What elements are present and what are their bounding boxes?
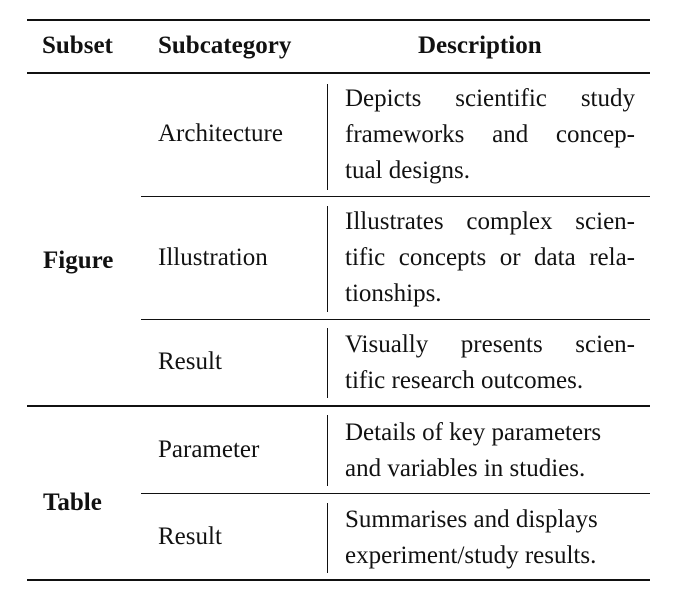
subcategory-cell: Result: [158, 523, 222, 550]
description-line: experiment/study results.: [345, 542, 597, 569]
column-separator: [327, 206, 328, 312]
description-line: Summarises and displays: [345, 506, 598, 533]
description-line: tific research outcomes.: [345, 367, 584, 394]
top-rule: [27, 19, 650, 21]
description-line: and variables in studies.: [345, 455, 586, 482]
subset-table: Table: [43, 489, 102, 516]
description-line: tific concepts or data rela-: [345, 244, 635, 271]
description-cell: [345, 415, 635, 487]
subset-figure: Figure: [43, 247, 114, 274]
column-separator: [327, 503, 328, 573]
description-cell: [345, 204, 635, 312]
group-rule: [27, 405, 650, 407]
bottom-rule: [27, 579, 650, 581]
column-separator: [327, 84, 328, 190]
header-rule: [27, 72, 650, 74]
row-divider: [141, 196, 650, 197]
header-description: Description: [418, 32, 542, 59]
description-line: tual designs.: [345, 157, 470, 184]
header-subcategory: Subcategory: [158, 32, 292, 59]
description-line: Depicts scientific study: [345, 85, 635, 112]
description-cell: [345, 502, 635, 574]
subcategory-cell: Illustration: [158, 244, 268, 271]
column-separator: [327, 328, 328, 398]
row-divider: [141, 319, 650, 320]
row-divider: [141, 493, 650, 494]
subcategory-cell: Parameter: [158, 436, 260, 463]
description-cell: [345, 327, 635, 399]
description-cell: [345, 81, 635, 189]
column-separator: [327, 415, 328, 486]
description-line: frameworks and concep-: [345, 121, 635, 148]
description-line: tionships.: [345, 280, 442, 307]
header-subset: Subset: [42, 32, 113, 59]
subcategory-cell: Architecture: [158, 120, 283, 147]
description-line: Visually presents scien-: [345, 331, 635, 358]
description-line: Details of key parameters: [345, 419, 602, 446]
description-line: Illustrates complex scien-: [345, 208, 635, 235]
subcategory-cell: Result: [158, 348, 222, 375]
